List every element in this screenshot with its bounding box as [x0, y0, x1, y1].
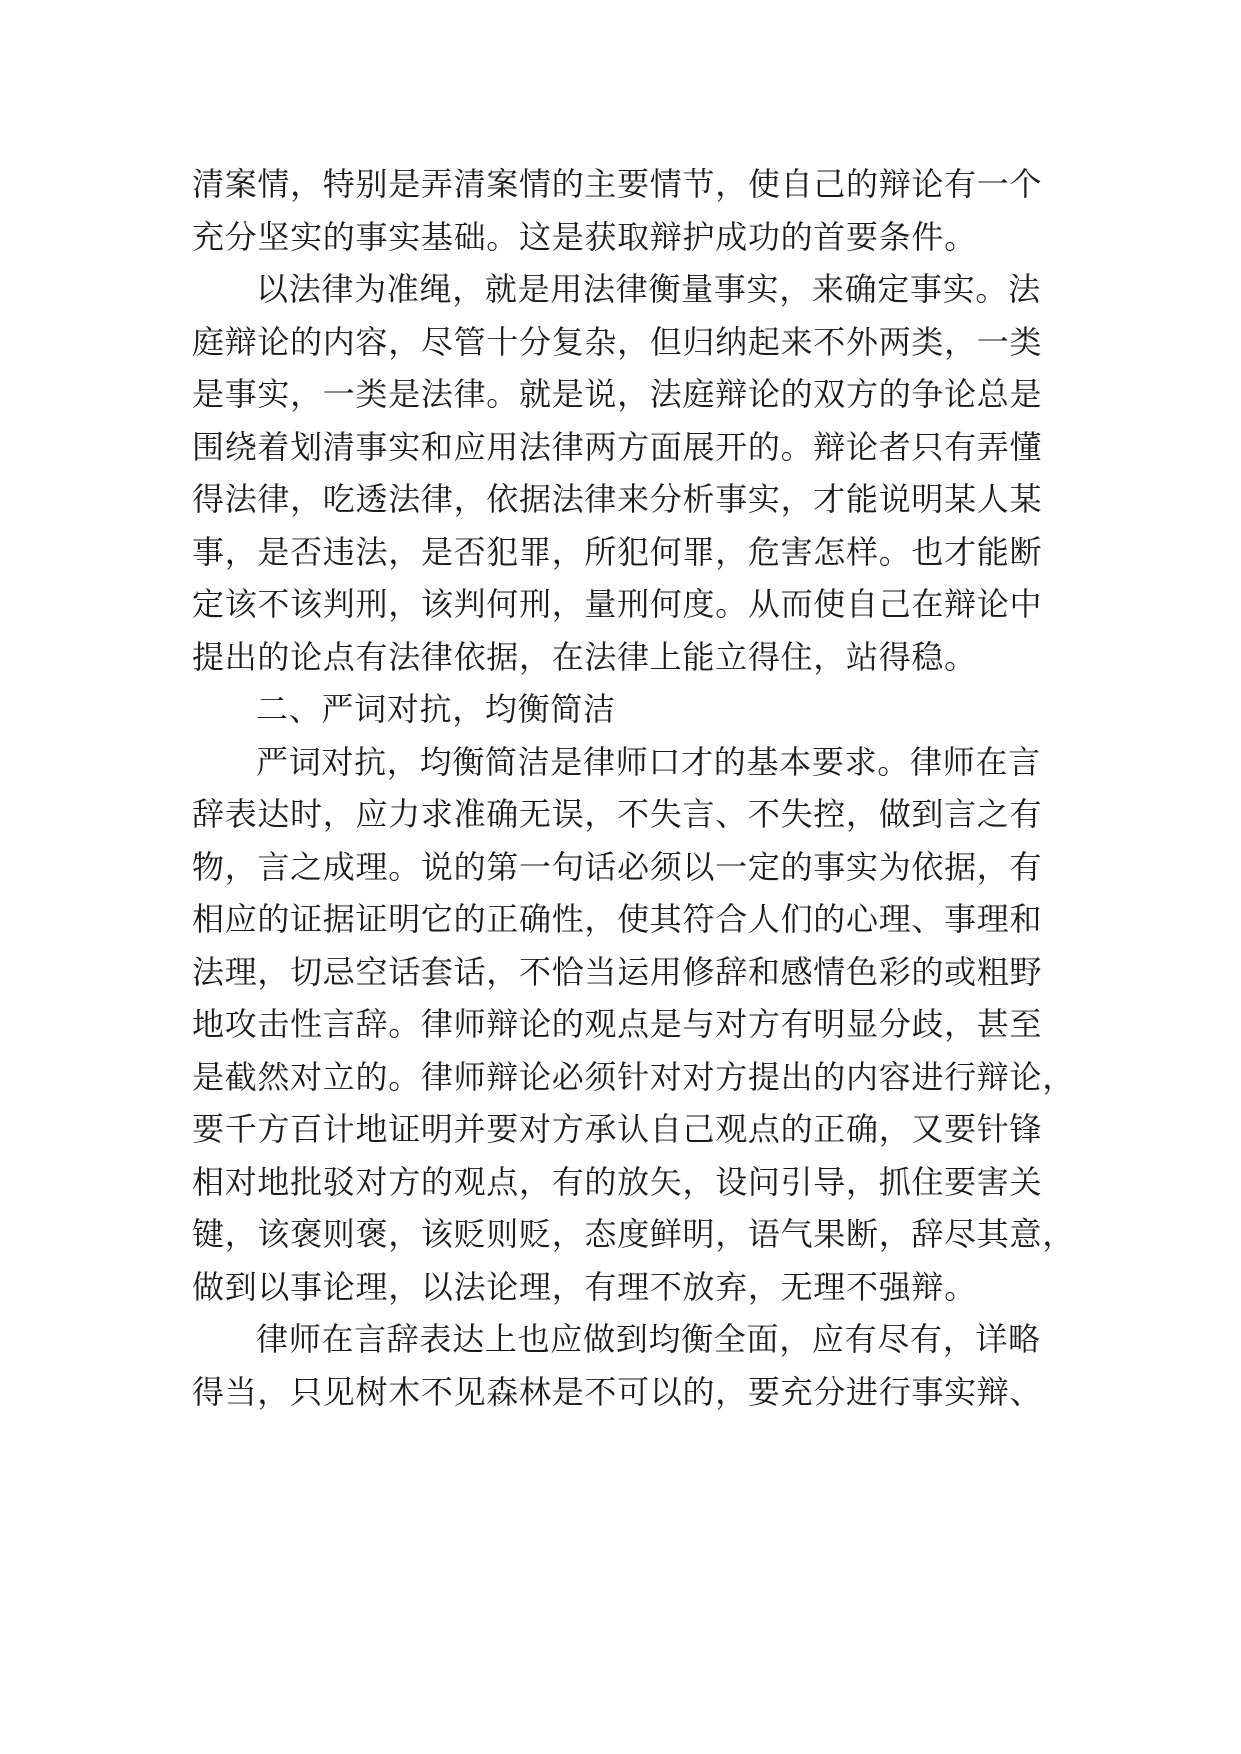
text-line: 法理，切忌空话套话，不恰当运用修辞和感情色彩的或粗野: [192, 952, 1043, 991]
text-line: 辞表达时，应力求准确无误，不失言、不失控，做到言之有: [192, 795, 1043, 833]
text-line: 得法律，吃透法律，依据法律来分析事实，才能说明某人某: [192, 480, 1043, 518]
text-line: 相对地批驳对方的观点，有的放矢，设问引导，抓住要害关: [192, 1162, 1043, 1201]
text-line: 以法律为准绳，就是用法律衡量事实，来确定事实。法: [256, 270, 1041, 308]
text-line: 相应的证据证明它的正确性，使其符合人们的心理、事理和: [192, 900, 1043, 938]
text-line: 围绕着划清事实和应用法律两方面展开的。辩论者只有弄懂: [192, 427, 1043, 466]
text-line: 是事实，一类是法律。就是说，法庭辩论的双方的争论总是: [192, 375, 1043, 413]
text-line: 充分坚实的事实基础。这是获取辩护成功的首要条件。: [192, 217, 977, 256]
body-text: [192, 158, 1092, 1418]
text-line: 物，言之成理。说的第一句话必须以一定的事实为依据，有: [192, 847, 1043, 886]
text-line: 要千方百计地证明并要对方承认自己观点的正确，又要针锋: [192, 1110, 1043, 1148]
text-line: 定该不该判刑，该判何刑，量刑何度。从而使自己在辩论中: [192, 585, 1043, 623]
text-line: 地攻击性言辞。律师辩论的观点是与对方有明显分歧，甚至: [192, 1005, 1043, 1043]
text-line: 是截然对立的。律师辩论必须针对对方提出的内容进行辩论，: [192, 1057, 1075, 1096]
text-line: 事，是否违法，是否犯罪，所犯何罪，危害怎样。也才能断: [192, 532, 1043, 571]
text-line: 提出的论点有法律依据，在法律上能立得住，站得稳。: [192, 637, 977, 676]
text-line: 二、严词对抗，均衡简洁: [256, 690, 616, 728]
text-line: 做到以事论理，以法论理，有理不放弃，无理不强辩。: [192, 1267, 977, 1306]
text-line: 键，该褒则褒，该贬则贬，态度鲜明，语气果断，辞尽其意，: [192, 1215, 1075, 1253]
text-line: 律师在言辞表达上也应做到均衡全面，应有尽有，详略: [256, 1320, 1041, 1358]
text-line: 庭辩论的内容，尽管十分复杂，但归纳起来不外两类，一类: [192, 322, 1043, 361]
text-line: 清案情，特别是弄清案情的主要情节，使自己的辩论有一个: [192, 165, 1043, 203]
text-line: 严词对抗，均衡简洁是律师口才的基本要求。律师在言: [256, 742, 1041, 781]
text-line: 得当，只见树木不见森林是不可以的，要充分进行事实辩、: [192, 1372, 1043, 1411]
